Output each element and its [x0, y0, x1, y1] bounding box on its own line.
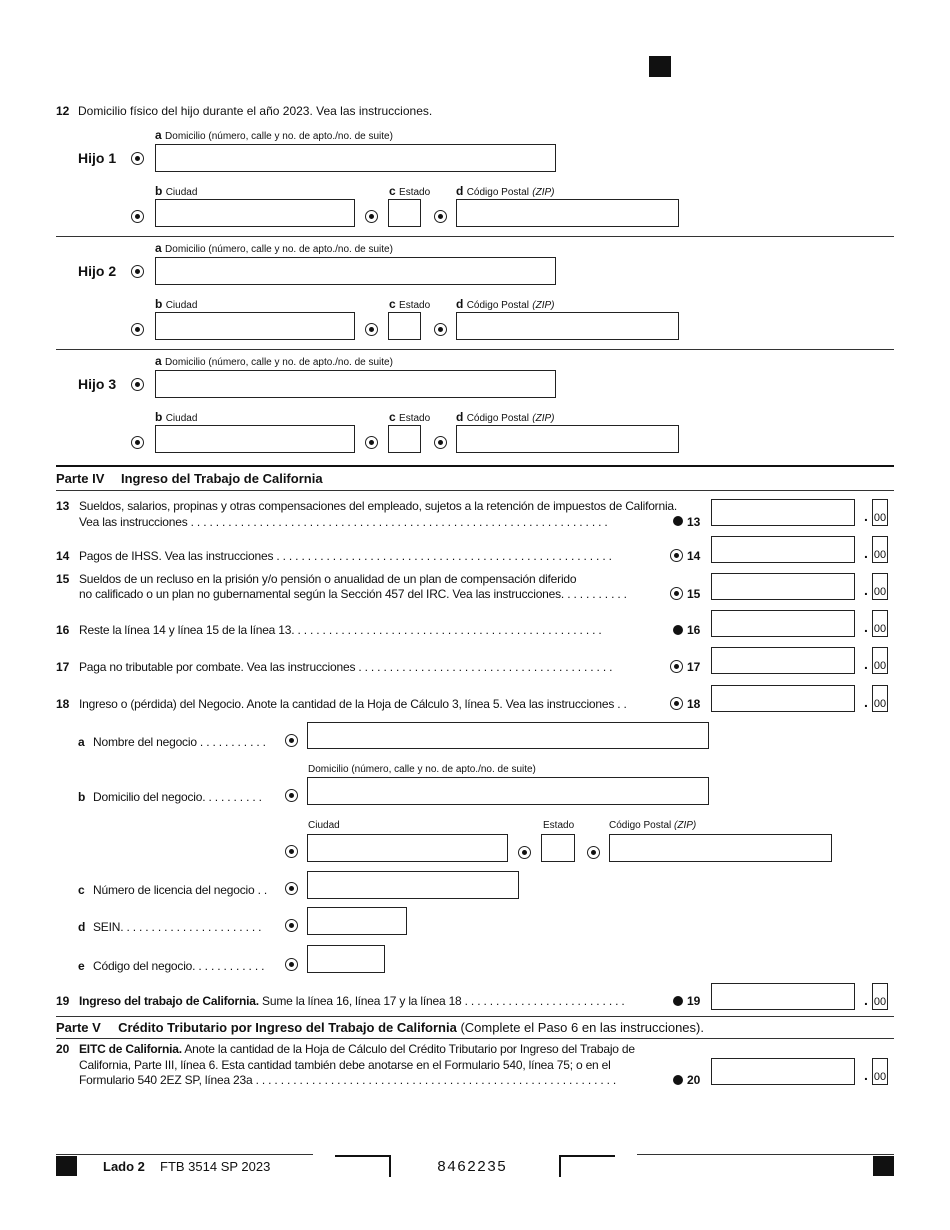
child-state-label: c Estado [389, 297, 431, 311]
child-city-label: b Ciudad [155, 184, 198, 198]
child-state-input[interactable] [388, 199, 421, 227]
footer-left-rule [56, 1154, 313, 1155]
line-19-number: 19 [56, 994, 70, 1008]
business-zip-radio[interactable] [587, 846, 600, 859]
business-name-radio[interactable] [285, 734, 298, 747]
business-zip-input[interactable] [609, 834, 832, 862]
business-name-input[interactable] [307, 722, 709, 749]
business-city-input[interactable] [307, 834, 508, 862]
line-15-number: 15 [56, 572, 70, 586]
line-13-text-2: Vea las instrucciones . . . . . . . . . . . . . . . . . . . . . . . . . . . . . . . . . . . . . . . . . . . . . . . . . . . . . . . . . . . . . . . . . . . [79, 515, 608, 529]
part-5-label: Parte V [56, 1020, 101, 1035]
footer-bracket-right [559, 1155, 615, 1177]
line-19-ref: 19 [687, 994, 701, 1008]
line-19-decimal: . [864, 992, 868, 1008]
line-13-bullet [673, 516, 683, 526]
business-address-radio[interactable] [285, 789, 298, 802]
business-address-label: Domicilio (número, calle y no. de apto./no. de suite) [308, 764, 536, 775]
line-18-radio[interactable] [670, 697, 683, 710]
child-divider [56, 349, 894, 350]
business-city-radio[interactable] [285, 845, 298, 858]
child-zip-input[interactable] [456, 199, 679, 227]
child-address-label: a Domicilio (número, calle y no. de apto./no. de suite) [155, 241, 393, 255]
child-state-label: c Estado [389, 184, 431, 198]
line-12-number: 12 [56, 104, 70, 118]
part-5-rule [56, 1016, 894, 1017]
child-label: Hijo 1 [78, 150, 117, 166]
business-license-label: Número de licencia del negocio . . [93, 883, 267, 897]
footer-bracket-left [335, 1155, 391, 1177]
child-city-radio[interactable] [131, 323, 144, 336]
line-20-text-3: Formulario 540 2EZ SP, línea 23a . . . . . . . . . . . . . . . . . . . . . . . . . . . . . . . . . . . . . . . . . . . . . . . . . . . . . . . . . . [79, 1073, 617, 1087]
business-license-radio[interactable] [285, 882, 298, 895]
child-state-radio[interactable] [365, 323, 378, 336]
line-13-number: 13 [56, 499, 70, 513]
line-15-text-2: no calificado o un plan no gubernamental según la Sección 457 del IRC. Vea las instrucciones. . . . . . . . . . . [79, 587, 627, 601]
line-14-cents: 00 [872, 536, 888, 563]
business-state-input[interactable] [541, 834, 575, 862]
business-sein-radio[interactable] [285, 919, 298, 932]
business-code-radio[interactable] [285, 958, 298, 971]
child-city-input[interactable] [155, 199, 355, 227]
line-17-decimal: . [864, 656, 868, 672]
footer-right-rule [637, 1154, 894, 1155]
line-20-ref: 20 [687, 1073, 701, 1087]
child-address-radio[interactable] [131, 152, 144, 165]
business-address-text: Domicilio del negocio. . . . . . . . . . [93, 790, 262, 804]
line-14-radio[interactable] [670, 549, 683, 562]
line-13-ref: 13 [687, 515, 701, 529]
child-city-input[interactable] [155, 425, 355, 453]
child-zip-input[interactable] [456, 312, 679, 340]
line-14-ref: 14 [687, 549, 701, 563]
line-17-radio[interactable] [670, 660, 683, 673]
line-17-cents: 00 [872, 647, 888, 674]
line-17-amount[interactable] [711, 647, 855, 674]
line-15-ref: 15 [687, 587, 701, 601]
line-15-amount[interactable] [711, 573, 855, 600]
footer-left-mark [56, 1156, 77, 1176]
line-15-decimal: . [864, 582, 868, 598]
line-16-text: Reste la línea 14 y línea 15 de la línea 13. . . . . . . . . . . . . . . . . . . . . . . . . . . . . . . . . . . . . . . . . . . . . . . . . . [79, 623, 602, 637]
line-19-amount[interactable] [711, 983, 855, 1010]
business-a-letter: a [78, 735, 85, 749]
business-license-input[interactable] [307, 871, 519, 899]
child-city-label: b Ciudad [155, 410, 198, 424]
child-zip-radio[interactable] [434, 323, 447, 336]
child-state-input[interactable] [388, 425, 421, 453]
line-18-ref: 18 [687, 697, 701, 711]
line-13-cents: 00 [872, 499, 888, 526]
child-divider [56, 236, 894, 237]
line-20-amount[interactable] [711, 1058, 855, 1085]
child-zip-label: d Código Postal (ZIP) [456, 297, 555, 311]
child-city-radio[interactable] [131, 436, 144, 449]
line-17-number: 17 [56, 660, 70, 674]
line-15-radio[interactable] [670, 587, 683, 600]
footer-form: FTB 3514 SP 2023 [160, 1159, 271, 1174]
line-20-text-2: California, Parte III, línea 6. Esta cantidad también debe anotarse en el Formulario 540, línea 75; o en el [79, 1058, 611, 1072]
business-zip-label: Código Postal (ZIP) [609, 820, 697, 831]
child-address-input[interactable] [155, 370, 556, 398]
child-address-radio[interactable] [131, 265, 144, 278]
business-state-label: Estado [543, 820, 575, 831]
line-20-text-1: EITC de California. Anote la cantidad de la Hoja de Cálculo del Crédito Tributario por Ingreso del Trabajo de [79, 1042, 635, 1056]
part-4-label: Parte IV [56, 471, 105, 486]
line-19-text: Ingreso del trabajo de California. Sume la línea 16, línea 17 y la línea 18 . . . . . . . . . . . . . . . . . . . . . . . . . . [79, 994, 625, 1008]
line-20-bullet [673, 1075, 683, 1085]
child-city-radio[interactable] [131, 210, 144, 223]
child-state-label: c Estado [389, 410, 431, 424]
part-4-underline [56, 490, 894, 491]
line-14-decimal: . [864, 545, 868, 561]
child-address-input[interactable] [155, 257, 556, 285]
line-15-cents: 00 [872, 573, 888, 600]
business-sein-input[interactable] [307, 907, 407, 935]
footer-code: 8462235 [437, 1159, 508, 1176]
part-4-rule [56, 465, 894, 467]
footer-side: Lado 2 [103, 1159, 145, 1174]
child-label: Hijo 3 [78, 376, 117, 392]
part-5-heading [56, 1020, 704, 1035]
business-b-letter: b [78, 790, 86, 804]
line-12-text: Domicilio físico del hijo durante el año 2023. Vea las instrucciones. [78, 104, 433, 118]
business-city-label: Ciudad [308, 820, 340, 831]
business-address-input[interactable] [307, 777, 709, 805]
line-18-amount[interactable] [711, 685, 855, 712]
line-18-cents: 00 [872, 685, 888, 712]
line-16-amount[interactable] [711, 610, 855, 637]
line-17-text: Paga no tributable por combate. Vea las instrucciones . . . . . . . . . . . . . . . . . . . . . . . . . . . . . . . . . . . . . . . . . [79, 660, 613, 674]
child-state-radio[interactable] [365, 436, 378, 449]
line-15-text-1: Sueldos de un recluso en la prisión y/o pensión o anualidad de un plan de compensación diferido [79, 572, 577, 586]
line-16-ref: 16 [687, 623, 701, 637]
child-address-radio[interactable] [131, 378, 144, 391]
line-13-amount[interactable] [711, 499, 855, 526]
business-e-letter: e [78, 959, 85, 973]
line-19-cents: 00 [872, 983, 888, 1010]
child-city-label: b Ciudad [155, 297, 198, 311]
child-zip-label: d Código Postal (ZIP) [456, 184, 555, 198]
line-14-text: Pagos de IHSS. Vea las instrucciones . . . . . . . . . . . . . . . . . . . . . . . . . . . . . . . . . . . . . . . . . . . . . . . . . . . . . . [79, 549, 612, 563]
line-20-cents: 00 [872, 1058, 888, 1085]
line-14-number: 14 [56, 549, 70, 563]
part-5-underline [56, 1038, 894, 1039]
business-d-letter: d [78, 920, 86, 934]
line-13-text-1: Sueldos, salarios, propinas y otras compensaciones del empleado, sujetos a la retención de impuestos de California. [79, 499, 678, 513]
child-state-radio[interactable] [365, 210, 378, 223]
business-name-label: Nombre del negocio . . . . . . . . . . . [93, 735, 266, 749]
child-address-label: a Domicilio (número, calle y no. de apto./no. de suite) [155, 354, 393, 368]
child-label: Hijo 2 [78, 263, 117, 279]
line-17-ref: 17 [687, 660, 701, 674]
line-20-decimal: . [864, 1067, 868, 1083]
child-address-input[interactable] [155, 144, 556, 172]
child-city-input[interactable] [155, 312, 355, 340]
line-16-bullet [673, 625, 683, 635]
part-5-title: Crédito Tributario por Ingreso del Trabajo de California [118, 1020, 457, 1035]
child-address-label: a Domicilio (número, calle y no. de apto./no. de suite) [155, 128, 393, 142]
business-state-radio[interactable] [518, 846, 531, 859]
registration-mark [649, 56, 671, 77]
child-zip-input[interactable] [456, 425, 679, 453]
line-13-decimal: . [864, 508, 868, 524]
part-4-title: Ingreso del Trabajo de California [121, 471, 323, 486]
line-16-number: 16 [56, 623, 70, 637]
line-20-number: 20 [56, 1042, 70, 1056]
child-zip-radio[interactable] [434, 210, 447, 223]
line-18-decimal: . [864, 694, 868, 710]
business-c-letter: c [78, 883, 85, 897]
line-18-number: 18 [56, 697, 70, 711]
line-18-text: Ingreso o (pérdida) del Negocio. Anote la cantidad de la Hoja de Cálculo 3, línea 5. Vea las instrucciones . . [79, 697, 627, 711]
line-16-decimal: . [864, 619, 868, 635]
part-5-note: (Complete el Paso 6 en las instrucciones). [460, 1020, 704, 1035]
line-14-amount[interactable] [711, 536, 855, 563]
child-zip-radio[interactable] [434, 436, 447, 449]
business-code-label: Código del negocio. . . . . . . . . . . . [93, 959, 265, 973]
child-state-input[interactable] [388, 312, 421, 340]
child-zip-label: d Código Postal (ZIP) [456, 410, 555, 424]
line-16-cents: 00 [872, 610, 888, 637]
footer-right-mark [873, 1156, 894, 1176]
business-code-input[interactable] [307, 945, 385, 973]
line-19-bullet [673, 996, 683, 1006]
business-sein-label: SEIN. . . . . . . . . . . . . . . . . . . . . . . [93, 920, 262, 934]
